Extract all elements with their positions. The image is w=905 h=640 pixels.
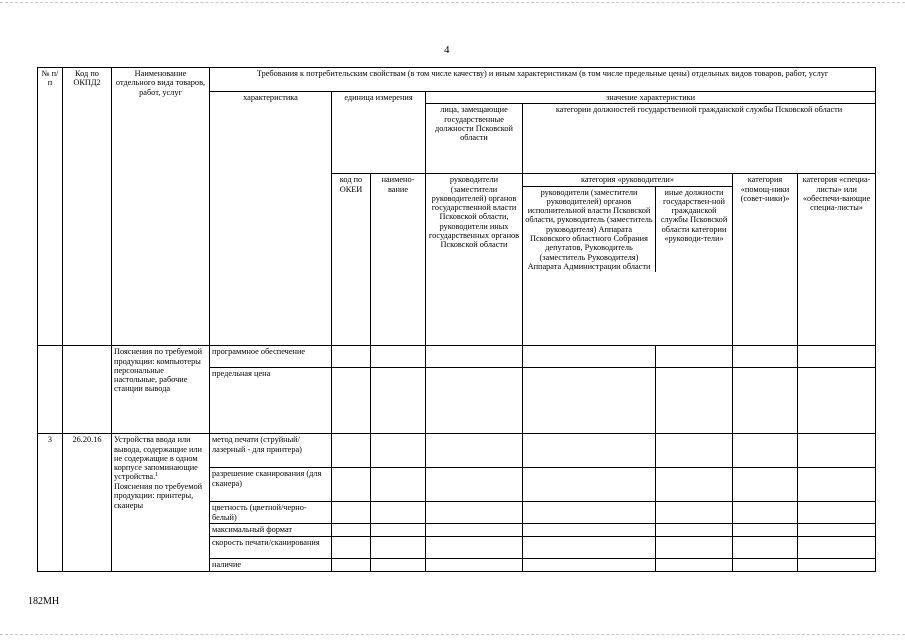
row3-note: Пояснения по требуемой продукции: принтеры, сканеры [114,482,203,510]
table-row [38,434,876,468]
header-unit-name: наимено-вание [371,174,426,346]
row3-char-print-method: метод печати (струйный/лазерный - для принтера) [210,434,332,468]
row3-char-presence: наличие [210,559,332,571]
header-requirements: Требования к потребительским свойствам (в том числе качеству) и иным характеристикам (в том числе предельные цены) отдельных видов товаров, работ, услуг [210,68,876,92]
header-name: Наименование отдельного вида товаров, работ, услуг [112,68,210,346]
footer-code: 182MH [28,596,60,607]
header-categories: категории должностей государственной гражданской службы Псковской области [523,104,876,174]
page-number: 4 [444,44,450,56]
row3-char-speed: скорость печати/сканирования [210,537,332,559]
header-col-spec: категория «специа-листы» или «обеспечи-вающие специа-листы» [798,174,876,346]
table-row [38,346,876,368]
header-cat-leaders-group [523,174,733,346]
header-value: значение характеристики [426,92,876,104]
row3-char-scan-resolution: разрешение сканирования (для сканера) [210,468,332,502]
header-cat-leaders: категория «руководители» [523,174,732,186]
scan-border-bottom [0,634,905,635]
row2-char-software: программное обеспечение [210,346,332,368]
header-code: Код по ОКПД2 [63,68,112,346]
row3-code: 26.20.16 [63,434,112,571]
row3-char-max-format: максимальный формат [210,524,332,537]
header-unit: единица измерения [332,92,426,174]
header-persons: лица, замещающие государственные должности Псковской области [426,104,523,174]
header-unit-code: код по ОКЕИ [332,174,371,346]
header-col-heads: руководители (заместители руководителей) органов государственной власти Псковской области, руководители иных государственных органов Псковской области [426,174,523,346]
row3-name: Устройства ввода или вывода, содержащие или не содержащие в одном корпусе запоминающие устройства. [114,435,202,482]
requirements-table [37,67,876,572]
row3-char-color: цветность (цветной/черно-белый) [210,502,332,524]
header-col-heads-exec: руководители (заместители руководителей) органов исполнительной власти Псковской области, руководитель (заместитель руководителя) Аппарата Псковского областного Собрания депутатов, Руководитель (заместитель Руководителя) Аппарата Администрации области [523,187,656,273]
row3-footnote: 1 [155,472,159,479]
row2-note: Пояснения по требуемой продукции: компьютеры персональные настольные, рабочие станции вывода [112,346,210,434]
header-characteristic: характеристика [210,92,332,346]
header-col-other: иные должности государствен-ной гражданской службы Псковской области категории «руководи-тели» [660,187,728,243]
row3-num: 3 [38,434,63,571]
row3-name-cell [112,434,210,571]
header-num: № п/п [38,68,63,346]
header-col-assist: категория «помощ-ники (совет-ники)» [733,174,798,346]
scan-border-top [0,2,905,3]
row2-char-price: предельная цена [210,368,332,434]
